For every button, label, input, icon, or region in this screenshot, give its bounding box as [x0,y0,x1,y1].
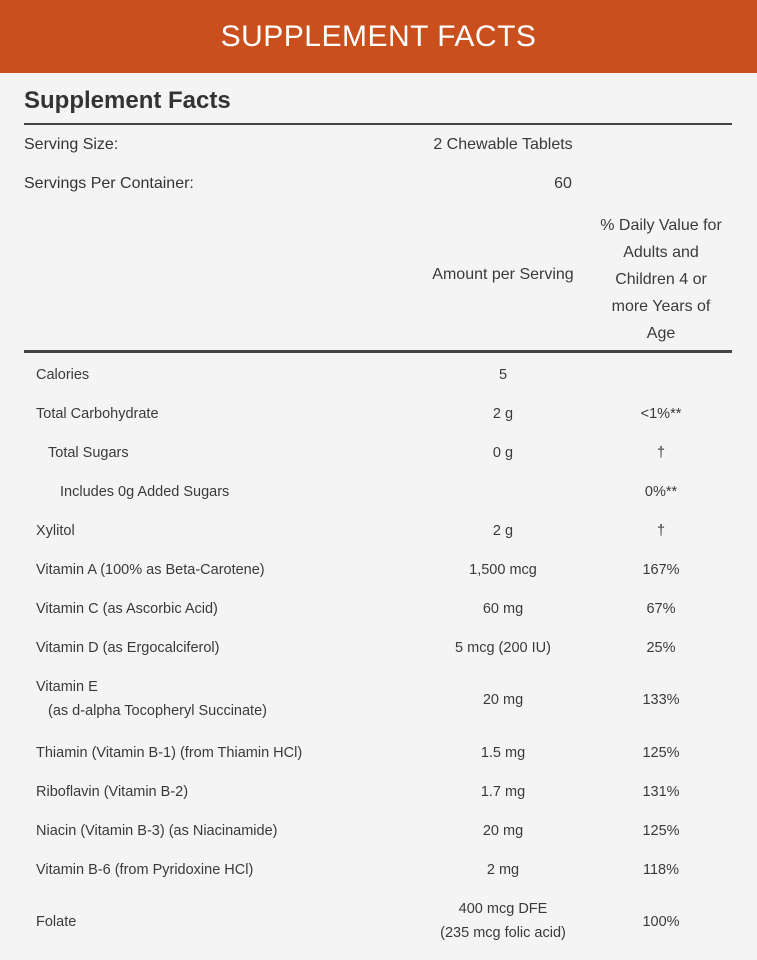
nutrient-daily-value: 67% [646,601,676,617]
dv-header-line: % Daily Value for [600,217,722,234]
nutrient-name-detail: (as d-alpha Tocopheryl Succinate) [48,703,267,719]
nutrient-daily-value: 167% [642,562,680,578]
nutrient-amount: 1.7 mg [480,784,526,800]
nutrient-name: Vitamin A (100% as Beta-Carotene) [36,562,265,578]
nutrient-daily-value: 100% [642,914,680,930]
nutrient-amount: 60 mg [482,601,524,617]
nutrient-amount-block [414,901,592,941]
nutrient-daily-value: 133% [642,692,680,708]
dv-header-line: more Years of [611,298,711,315]
nutrient-name: Calories [36,367,90,383]
header-banner [0,0,757,73]
nutrient-daily-value: 0%** [644,484,678,500]
nutrient-daily-value: 125% [642,745,680,761]
nutrient-name: Includes 0g Added Sugars [60,484,230,500]
nutrient-amount: 1.5 mg [480,745,526,761]
nutrient-daily-value: 125% [642,823,680,839]
nutrient-name: Total Sugars [48,445,129,461]
serving-size-row [24,136,732,166]
dv-header-line: Children 4 or [615,271,707,288]
nutrient-amount: 0 g [492,445,514,461]
banner-title: SUPPLEMENT FACTS [220,19,537,53]
nutrient-daily-value: 118% [642,862,679,878]
servings-per-container-row [24,175,732,205]
nutrient-daily-value: <1%** [640,406,682,422]
nutrient-name: Vitamin B-6 (from Pyridoxine HCl) [36,862,254,878]
serving-size-value: 2 Chewable Tablets [433,136,573,153]
nutrient-amount: 2 g [492,523,514,539]
nutrient-name: Riboflavin (Vitamin B-2) [36,784,189,800]
nutrient-name-block [36,679,267,719]
nutrient-name: Niacin (Vitamin B-3) (as Niacinamide) [36,823,278,839]
nutrient-name: Xylitol [36,523,75,539]
nutrient-name: Thiamin (Vitamin B-1) (from Thiamin HCl) [36,745,303,761]
column-header-daily-value [590,212,732,347]
panel-title: Supplement Facts [24,87,231,114]
nutrient-amount: 400 mcg DFE [458,901,548,917]
nutrient-amount: 20 mg [482,692,524,708]
nutrient-name: Folate [36,914,77,930]
nutrient-daily-value: † [656,445,666,461]
column-header-amount: Amount per Serving [432,266,574,283]
nutrient-amount: 2 mg [486,862,520,878]
nutrient-daily-value: 25% [646,640,676,656]
top-divider [24,123,732,125]
servings-value: 60 [554,175,572,192]
nutrient-name: Vitamin E [36,679,98,695]
nutrient-amount: 5 mcg (200 IU) [455,640,551,656]
nutrient-amount: 5 [498,367,508,383]
nutrient-daily-value: † [656,523,666,539]
header-divider [24,350,732,353]
nutrient-name: Vitamin C (as Ascorbic Acid) [36,601,218,617]
nutrient-amount: 20 mg [482,823,524,839]
dv-header-line: Age [646,325,676,342]
nutrient-name: Vitamin D (as Ergocalciferol) [36,640,220,656]
nutrient-daily-value: 131% [642,784,680,800]
nutrient-amount-detail: (235 mcg folic acid) [440,925,566,941]
dv-header-line: Adults and [623,244,699,261]
nutrient-amount: 1,500 mcg [469,562,537,578]
servings-label: Servings Per Container: [24,175,194,192]
nutrient-amount: 2 g [492,406,514,422]
serving-size-label: Serving Size: [24,136,119,153]
nutrient-name: Total Carbohydrate [36,406,159,422]
